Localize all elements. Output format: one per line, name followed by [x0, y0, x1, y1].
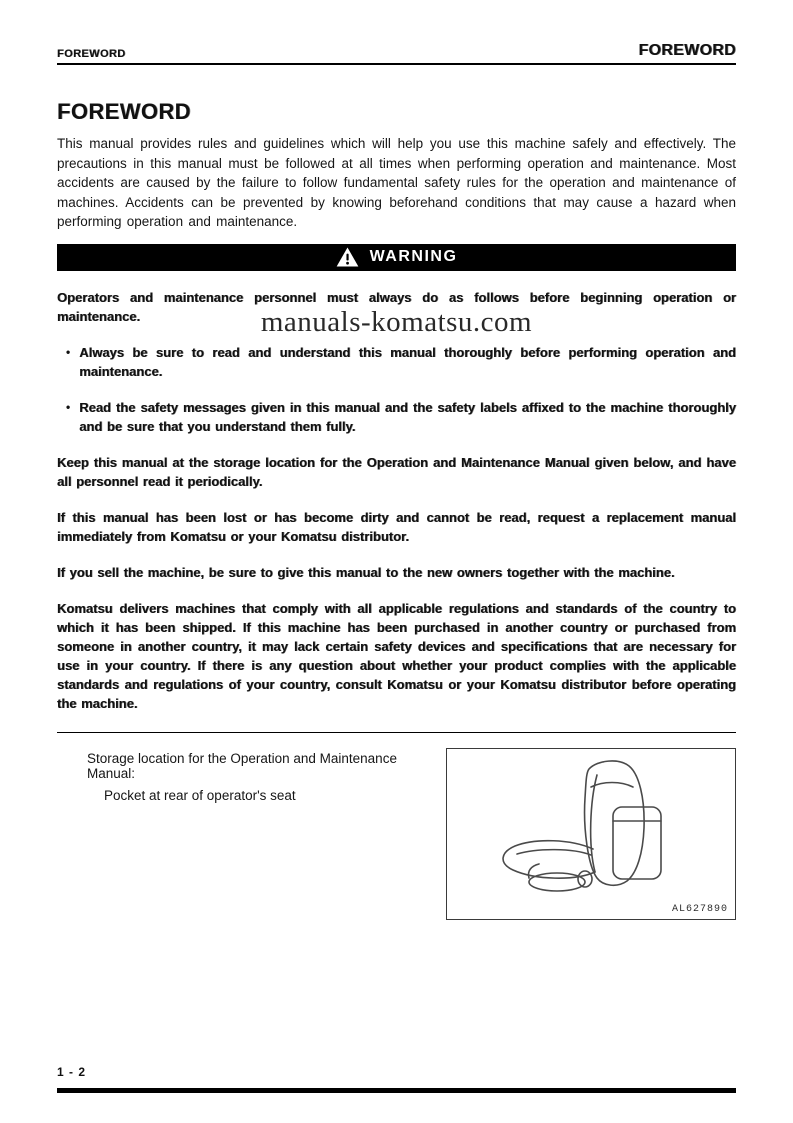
running-header [57, 42, 736, 60]
bullet-item [57, 343, 736, 381]
section-divider [57, 732, 736, 733]
body-paragraph: Komatsu delivers machines that comply with all applicable regulations and standards of the country to which it has been shipped. If this machine has been purchased in another country or purchased from someone in another country, it may lack certain safety devices and specifications that are necessary for use in your country. If there is any question about whether your product complies with the applicable standards and regulations of your country, consult Komatsu or your Komatsu distributor before operating the machine. [57, 600, 736, 711]
intro-paragraph: This manual provides rules and guidelines which will help you use this machine safely and effectively. The precautions in this manual must be followed at all times when performing operation and maintenance. Most accidents are caused by the failure to follow fundamental safety rules for the operation and maintenance of machines. Accidents can be prevented by knowing beforehand conditions that may cause a hazard when performing operation and maintenance. [57, 136, 736, 229]
warning-banner [57, 244, 736, 271]
storage-location-detail: Pocket at rear of operator's seat [104, 787, 296, 803]
page-title: FOREWORD [57, 99, 191, 124]
body-paragraph: If this manual has been lost or has become dirty and cannot be read, request a replacement manual immediately from Komatsu or your Komatsu distributor. [57, 509, 736, 544]
bullet-text: Always be sure to read and understand this manual thoroughly before performing operation and maintenance. [79, 344, 736, 379]
warning-triangle-icon [336, 247, 359, 267]
bullet-text: Read the safety messages given in this manual and the safety labels affixed to the machine thoroughly and be sure that you understand them fully. [79, 399, 736, 434]
bullet-marker: • [66, 399, 71, 414]
storage-section [57, 748, 736, 920]
footer-rule [57, 1088, 736, 1093]
body-paragraph: If you sell the machine, be sure to give this manual to the new owners together with the machine. [57, 564, 675, 580]
header-left-title: FOREWORD [57, 48, 126, 60]
page-number: 1 - 2 [57, 1065, 87, 1079]
body-paragraph: Keep this manual at the storage location for the Operation and Maintenance Manual given below, and have all personnel read it periodically. [57, 454, 736, 489]
warning-intro-paragraph: Operators and maintenance personnel must always do as follows before beginning operation or maintenance. [57, 289, 736, 324]
header-right-title: FOREWORD [638, 42, 736, 59]
figure-code: AL627890 [671, 903, 728, 915]
bullet-item [57, 398, 736, 436]
operator-seat-drawing [461, 753, 721, 913]
storage-text [57, 748, 446, 920]
site-watermark: manuals-komatsu.com [260, 306, 533, 338]
storage-location-label: Storage location for the Operation and Maintenance Manual: [87, 750, 397, 781]
page-footer [57, 1065, 736, 1093]
header-rule [57, 63, 736, 65]
warning-label: WARNING [369, 248, 458, 265]
seat-figure [446, 748, 736, 920]
bullet-marker: • [66, 344, 71, 359]
